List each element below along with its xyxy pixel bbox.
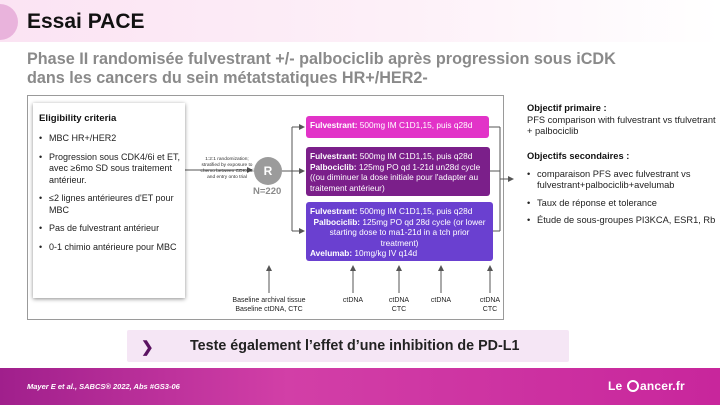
page-subtitle: Phase II randomisée fulvestrant +/- palbociclib après progression sous iCDK dans les cancers du sein métatstatiques HR+/HER2- (27, 50, 616, 87)
secondary-objectives (527, 151, 717, 233)
eligibility-item: • MBC HR+/HER2 (39, 133, 185, 145)
arm-drug-text: 500mg IM C1D1,15, puis q28d (357, 206, 473, 216)
eligibility-item: • Progression sous CDK4/6i et ET, avec ≥6mo SD sous traitement antérieur. (39, 152, 185, 187)
arm-drug-label: Palbociclib: (310, 161, 357, 172)
key-message-text: Teste également l’effet d’une inhibition de PD-L1 (190, 338, 520, 354)
logo-text-post: ancer.fr (639, 379, 685, 393)
lecancer-logo (608, 379, 685, 393)
eligibility-criteria-box (33, 103, 185, 298)
eligibility-title: Eligibility criteria (39, 113, 117, 124)
secondary-objective-item: • comparaison PFS avec fulvestrant vs fulvestrant+palbociclib+avelumab (527, 169, 717, 192)
key-message-callout (127, 330, 569, 362)
timepoint-line: ctDNA (479, 297, 501, 304)
secondary-objectives-list (527, 169, 717, 227)
secondary-objective-item: • Étude de sous-groupes PI3KCA, ESR1, Rb (527, 215, 717, 227)
timepoint-line: ctDNA (430, 297, 452, 304)
timepoint-line: Baseline archival tissue (232, 297, 306, 304)
arm-drug-text: 500mg IM C1D1,15, puis q28d (357, 151, 473, 161)
timepoint-line: CTC (482, 306, 498, 313)
randomization-ratio-text: 1:2:1 randomization; stratified by exposure to chemo between CDK4/6i and entry onto trial (200, 157, 254, 180)
reference-citation: Mayer E et al., SABCS® 2022, Abs #GS3-06 (27, 382, 180, 391)
arm-fulvestrant (306, 116, 489, 138)
timepoint-line: ctDNA (388, 297, 410, 304)
arm-drug-text: 125mg PO qd 1-21d un28d cycle ((ou diminuer la dose initiale pour l'adapter au traitement antérieur) (310, 161, 481, 193)
timepoint-label (224, 296, 314, 314)
primary-objective-text: PFS comparison with fulvestrant vs tfulvetrant + palbociclib (527, 114, 716, 136)
eligibility-list (39, 133, 185, 253)
footer-bar (0, 368, 720, 405)
secondary-objective-item: • Taux de réponse et tolerance (527, 198, 717, 210)
eligibility-item: • ≤2 lignes antérieures d'ET pour MBC (39, 193, 185, 216)
arm-drug-text: 10mg/kg IV q14d (352, 248, 418, 258)
timepoint-line: Baseline ctDNA, CTC (235, 306, 303, 313)
logo-c-ring-icon (627, 380, 639, 392)
timepoint-line: CTC (391, 306, 407, 313)
eligibility-item: • 0-1 chimio antérieure pour MBC (39, 242, 185, 254)
primary-objective (527, 103, 717, 138)
secondary-objectives-title: Objectifs secondaires : (527, 151, 630, 161)
page-title: Essai PACE (27, 10, 145, 33)
arm-fulvestrant-palbociclib-avelumab (306, 202, 493, 261)
arm-drug-label: Fulvestrant: (310, 151, 358, 161)
arm-drug-text: 125mg PO qd 28d cycle (or lower starting dose to ma1-21d in a tch prior treatment) (329, 216, 486, 248)
timepoint-line: ctDNA (342, 297, 364, 304)
sample-size-label: N=220 (253, 186, 282, 197)
arm-fulvestrant-palbociclib (306, 147, 490, 196)
eligibility-item: • Pas de fulvestrant antérieur (39, 223, 185, 235)
timepoint-label (445, 296, 535, 314)
arm-drug-label: Fulvestrant: (310, 120, 358, 130)
randomization-badge: R (254, 157, 282, 185)
chevron-right-icon: ❯ (141, 339, 154, 356)
arm-drug-label: Fulvestrant: (310, 206, 358, 216)
logo-text-pre: Le (608, 379, 623, 393)
primary-objective-title: Objectif primaire : (527, 103, 607, 113)
arm-drug-label: Avelumab: (310, 248, 353, 258)
arm-drug-text: 500mg IM C1D1,15, puis q28d (357, 120, 473, 130)
arm-drug-label: Palbociclib: (313, 216, 361, 227)
